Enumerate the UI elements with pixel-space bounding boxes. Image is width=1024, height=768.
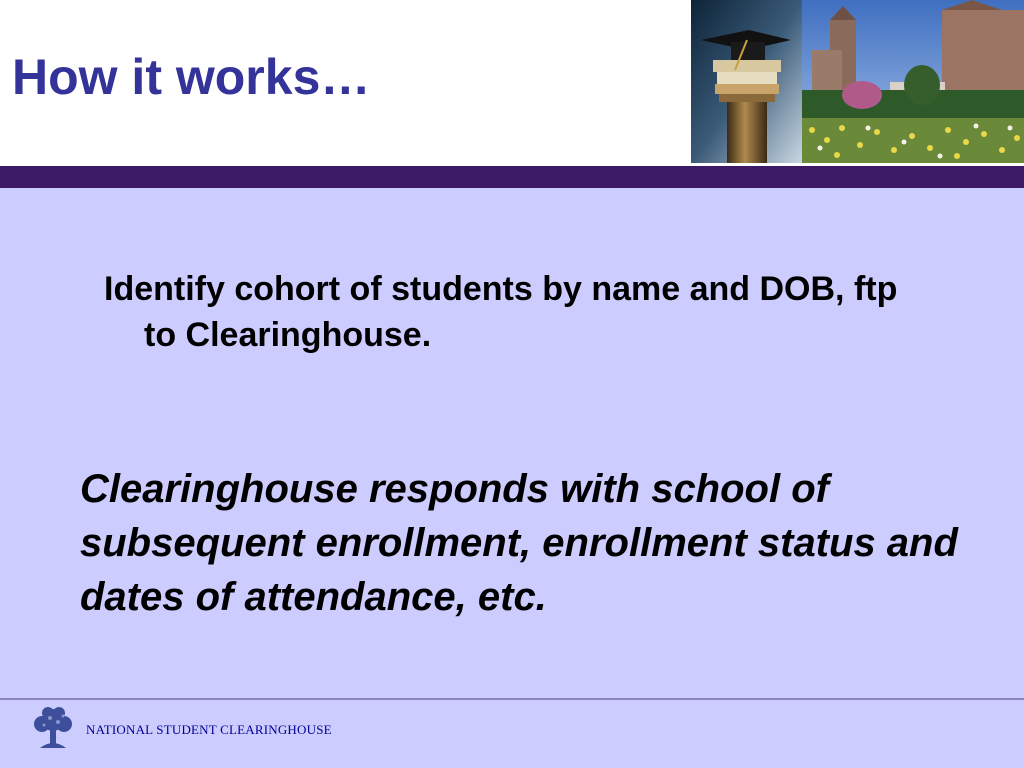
bullet-clearinghouse-response: Clearinghouse responds with school of subsequent enrollment, enrollment status and dates of attendance, etc.: [80, 467, 958, 619]
tree-logo-icon: [28, 704, 78, 752]
bullet-identify-cohort: Identify cohort of students by name and DOB, ftp to Clearinghouse.: [104, 270, 898, 354]
slide-header: [0, 0, 1024, 166]
campus-image: [802, 0, 1024, 163]
header-band: [0, 166, 1024, 188]
slide-title: How it works…: [12, 49, 371, 105]
graduation-cap-image: [691, 0, 802, 163]
organization-name: NATIONAL STUDENT CLEARINGHOUSE: [86, 722, 332, 737]
